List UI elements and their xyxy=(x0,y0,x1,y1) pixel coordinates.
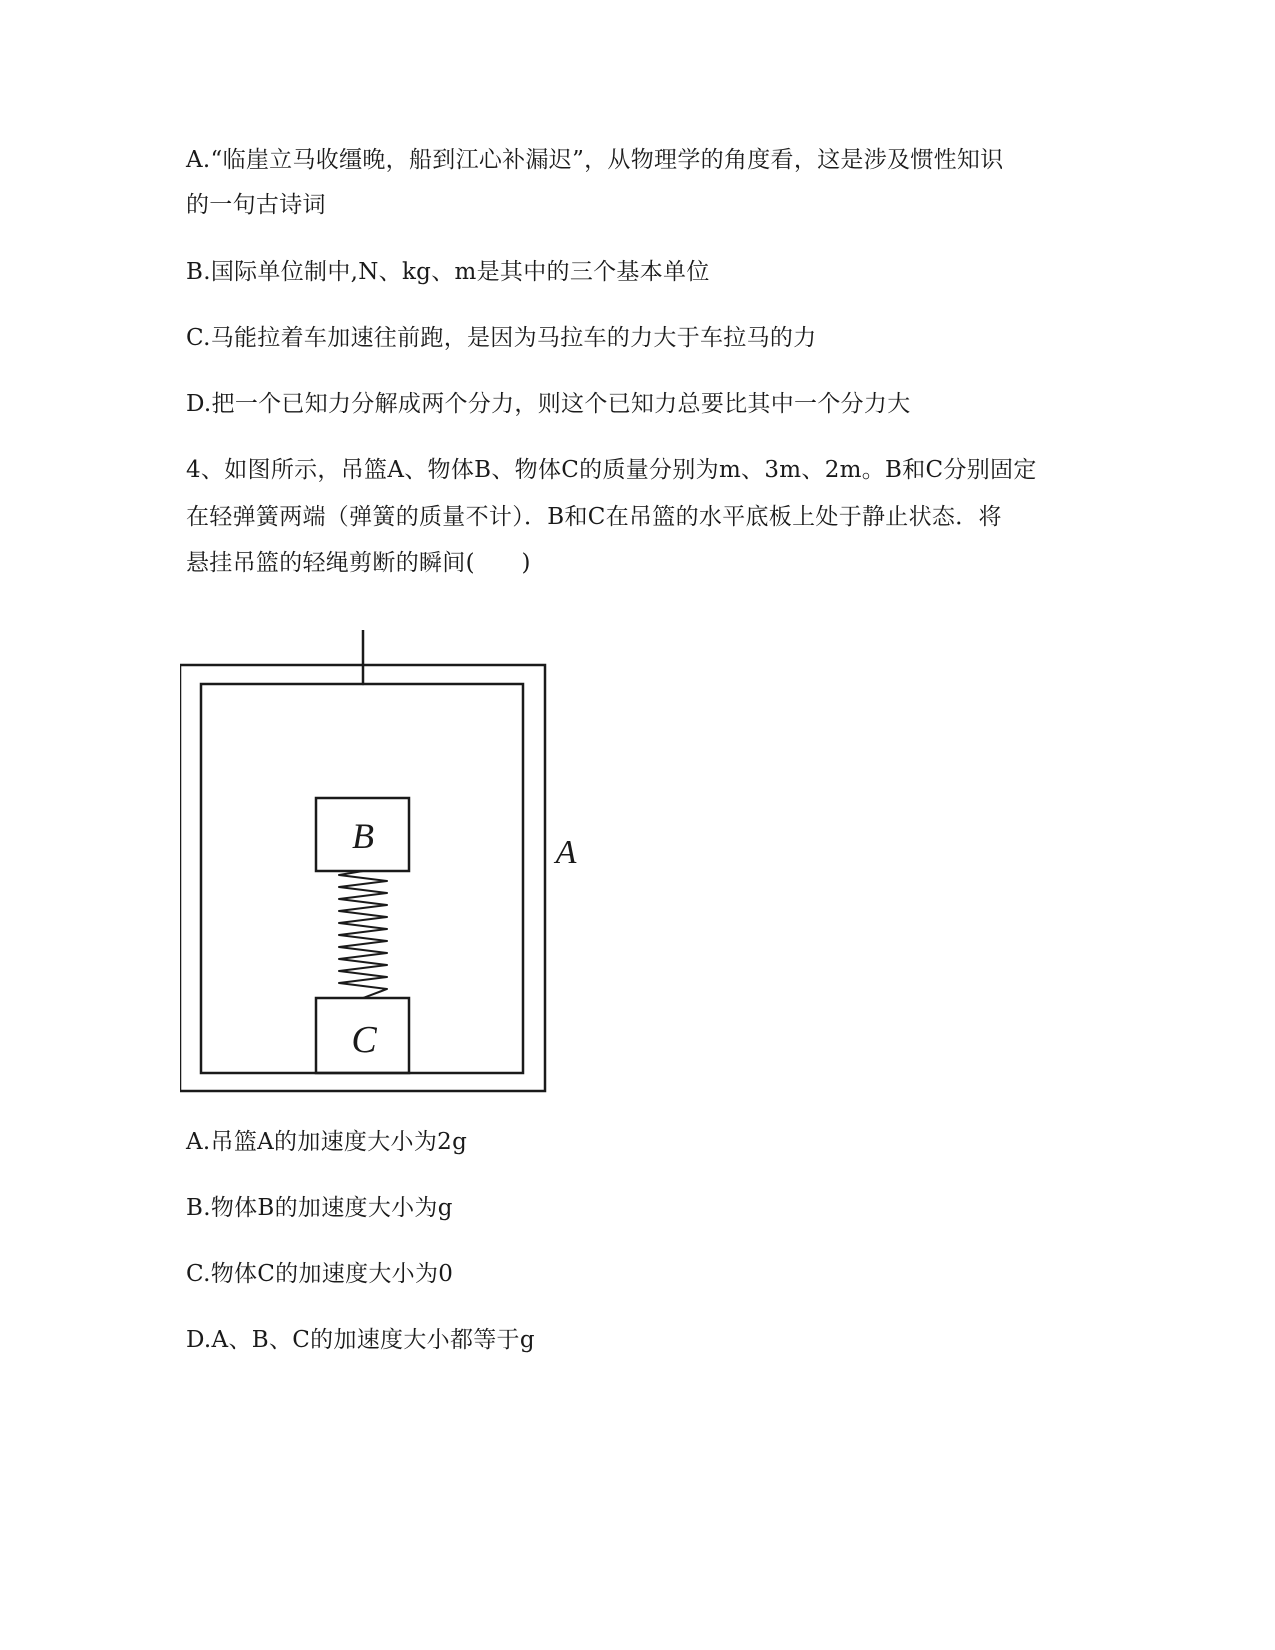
label-a: A xyxy=(555,834,577,871)
q3-option-a-line1: A.“临崖立马收缰晚，船到江心补漏迟”，从物理学的角度看，这是涉及惯性知识 xyxy=(186,147,1004,173)
q4-stem-line1: 4、如图所示，吊篮A、物体B、物体C的质量分别为m、3m、2m。B和C分别固定 xyxy=(186,457,1037,483)
q3-option-b: B.国际单位制中,N、kg、m是其中的三个基本单位 xyxy=(186,259,710,285)
q3-option-d: D.把一个已知力分解成两个分力，则这个已知力总要比其中一个分力大 xyxy=(186,391,911,417)
q4-option-a: A.吊篮A的加速度大小为2g xyxy=(186,1129,468,1155)
spring xyxy=(339,871,387,998)
q4-stem-line3: 悬挂吊篮的轻绳剪断的瞬间( ) xyxy=(186,550,531,576)
label-c: C xyxy=(351,1019,377,1061)
q3-option-a-line2: 的一句古诗词 xyxy=(186,192,326,218)
basket-spring-figure xyxy=(180,630,600,1104)
q4-option-b: B.物体B的加速度大小为g xyxy=(186,1195,453,1221)
basket-diagram xyxy=(180,630,600,1100)
q3-option-c: C.马能拉着车加速往前跑，是因为马拉车的力大于车拉马的力 xyxy=(186,325,817,351)
q4-option-c: C.物体C的加速度大小为0 xyxy=(186,1261,454,1287)
label-b: B xyxy=(352,816,374,856)
q4-option-d: D.A、B、C的加速度大小都等于g xyxy=(186,1327,535,1353)
q4-stem-line2: 在轻弹簧两端（弹簧的质量不计）．B和C在吊篮的水平底板上处于静止状态．将 xyxy=(186,504,1002,530)
